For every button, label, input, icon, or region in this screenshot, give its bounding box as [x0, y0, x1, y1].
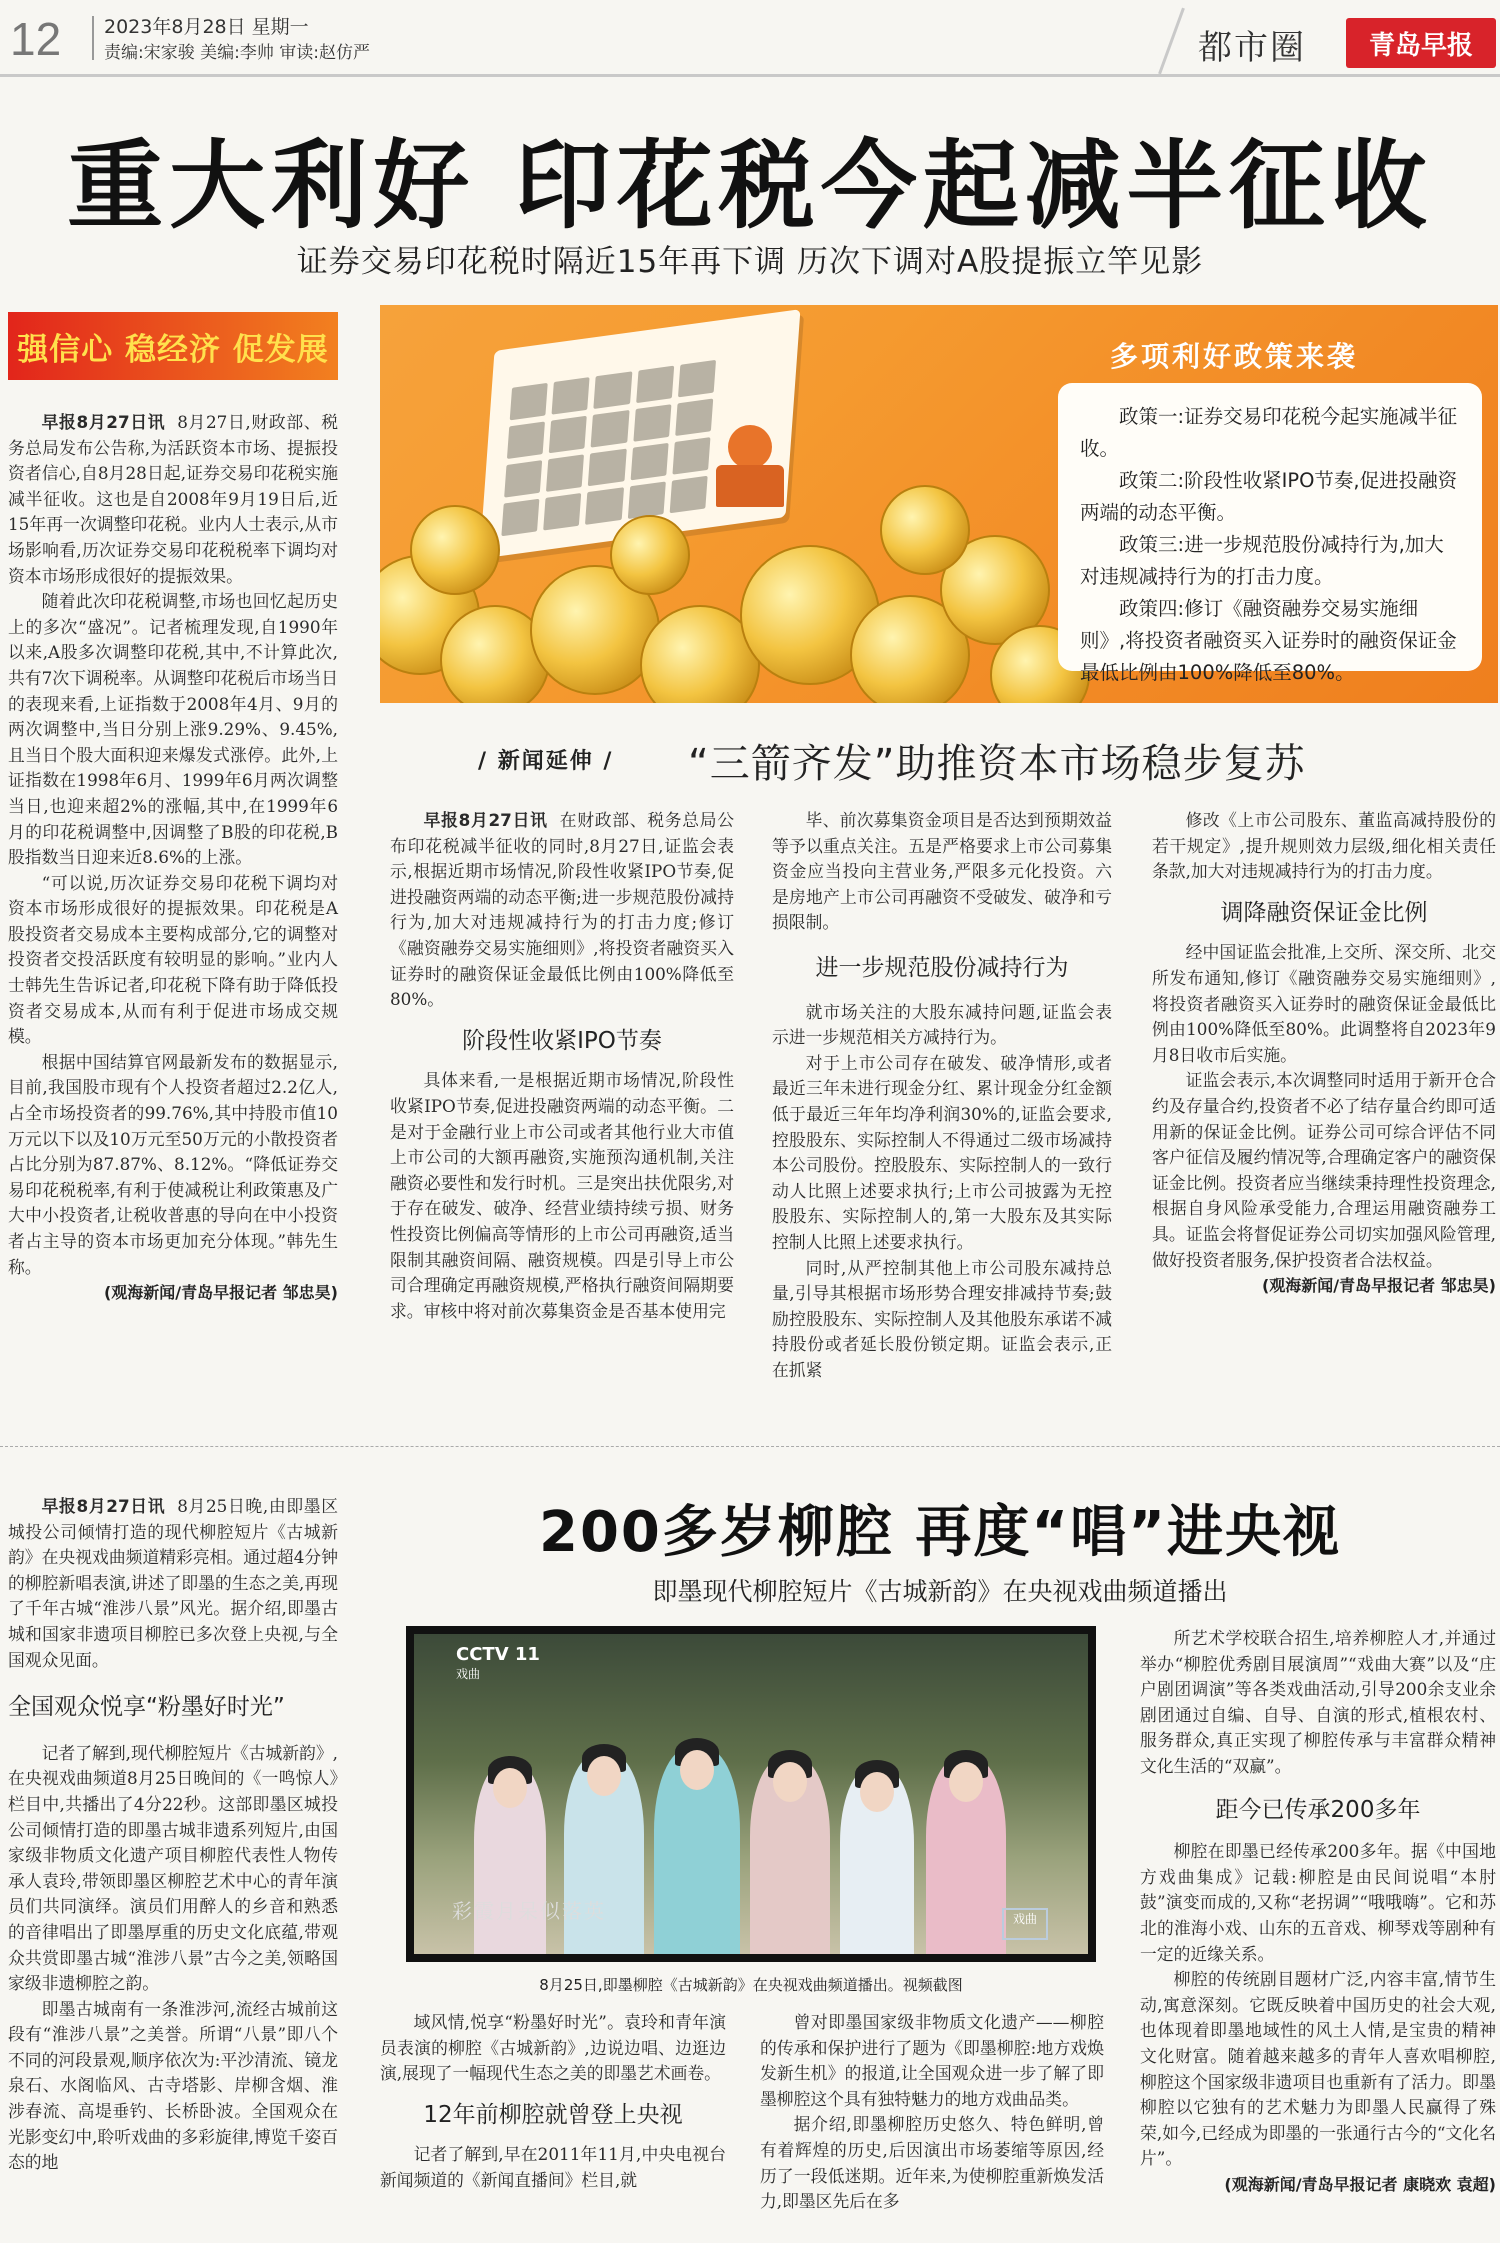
- left-story-p1: 8月27日,财政部、税务总局发布公告称,为活跃资本市场、提振投资者信心,自8月28日起,证券交易印花税实施减半征收。这也是自2008年9月19日后,近15年再一次调整印花税。业内人士表示,从市场影响看,历次证券交易印花税税率下调均对资本市场形成很好的提振效果。: [8, 412, 338, 586]
- policy-item: 政策一:证券交易印花税今起实施减半征收。: [1080, 405, 1458, 460]
- bottom-mid2-p2: 据介绍,即墨柳腔历史悠久、特色鲜明,曾有着辉煌的历史,后因演出市场萎缩等原因,经历了一段低迷期。近年来,为使柳腔重新焕发活力,即墨区先后在多: [760, 2114, 1104, 2212]
- extension-col2-p2: 对于上市公司存在破发、破净情形,或者最近三年未进行现金分红、累计现金分红金额低于最近三年年均净利润30%的,证监会要求,控股股东、实际控制人不得通过二级市场减持本公司股份。控股股东、实际控制人的一致行动人比照上述要求执行;上市公司披露为无控股股东、实际控制人的,第一大股东及其实际控制人比照上述要求执行。: [772, 1052, 1112, 1252]
- section-divider: [0, 1446, 1500, 1447]
- subtitle-200-years: 距今已传承200多年: [1215, 1796, 1421, 1823]
- bottom-left-story: [8, 1494, 338, 2176]
- bottom-right-p0: 所艺术学校联合招生,培养柳腔人才,并通过举办“柳腔优秀剧目展演周”“戏曲大赛”以及“庄户剧团调演”等各类戏曲活动,引导200余支业余剧团通过自编、自导、自演的形式,植根农村、服务群众,真正实现了柳腔传承与丰富群众精神文化生活的“双赢”。: [1140, 1628, 1496, 1776]
- bottom-mid2: [760, 2010, 1104, 2215]
- extension-col1: [390, 808, 734, 1324]
- extension-col2-p3: 同时,从严控制其他上市公司股东减持总量,引导其根据市场形势合理安排减持节奏;鼓励控股股东、实际控制人及其他股东承诺不减持股份或者延长股份锁定期。证监会表示,正在抓紧: [772, 1257, 1112, 1380]
- bottom-mid1-p2: 记者了解到,早在2011年11月,中央电视台新闻频道的《新闻直播间》栏目,就: [380, 2144, 726, 2190]
- bottom-left-p1: 8月25日晚,由即墨区城投公司倾情打造的现代柳腔短片《古城新韵》在央视戏曲频道精彩亮相。通过超4分钟的柳腔新唱表演,讲述了即墨的生态之美,再现了千年古城“淮涉八景”风光。据介绍,即墨古城和国家非遗项目柳腔已多次登上央视,与全国观众见面。: [8, 1496, 338, 1670]
- extension-col3-p2: 证监会表示,本次调整同时适用于新开仓合约及存量合约,投资者不必了结存量合约即可适用新的保证金比例。证券公司可综合评估不同客户征信及履约情况等,合理确定客户的融资保证金比例。投资者应当继续秉持理性投资理念,根据自身风险承受能力,合理运用融资融券工具。证监会将督促证券公司切实加强风险管理,做好投资者服务,保护投资者合法权益。: [1152, 1070, 1496, 1270]
- bottom-subhead: 即墨现代柳腔短片《古城新韵》在央视戏曲频道播出: [652, 1577, 1228, 1606]
- section-name: 都市圈: [1198, 28, 1306, 68]
- extension-col3: [1152, 808, 1496, 1299]
- extension-col2-p1: 就市场关注的大股东减持问题,证监会表示进一步规范相关方减持行为。: [772, 1001, 1112, 1048]
- main-headline: 重大利好 印花税今起减半征收: [67, 130, 1433, 242]
- performer: [750, 1758, 830, 1954]
- left-story-p2: 随着此次印花税调整,市场也回忆起历史上的多次“盛况”。记者梳理发现,自1990年以来,A股多次调整印花税,其中,不计算此次,共有7次下调税率。从调整印花税后市场当日的表现来看,上证指数于2008年4月、9月的两次调整中,当日分别上涨9.29%、9.45%,且当日个股大面积迎来爆发式涨停。此外,上证指数在1998年6月、1999年6月两次调整当日,也迎来超2%的涨幅,其中,在1999年6月的印花税调整中,因调整了B股的印花税,B股指数当日迎来近8.6%的上涨。: [8, 591, 338, 868]
- policy-item: 政策四:修订《融资融券交易实施细则》,将投资者融资买入证券时的融资保证金最低比例由100%降低至80%。: [1080, 597, 1457, 684]
- policy-box: [1058, 383, 1482, 684]
- left-story-p3: “可以说,历次证券交易印花税下调均对资本市场形成很好的提振效果。印花税是A股投资者交易成本主要构成部分,它的调整对投资者交投活跃度有较明显的影响。”业内人士韩先生告诉记者,印花税下降有助于降低投资者交易成本,从而有利于促进市场成交规模。: [8, 872, 338, 1047]
- extension-col2: [772, 808, 1112, 1383]
- stamp-illustration: [710, 425, 790, 515]
- subtitle-national-audience: 全国观众悦享“粉墨好时光”: [8, 1694, 285, 1721]
- issue-date: 2023年8月28日 星期一: [104, 16, 309, 38]
- bottom-mid1-p1: 域风情,悦享“粉墨好时光”。袁玲和青年演员表演的柳腔《古城新韵》,边说边唱、边逛边演,展现了一幅现代生态之美的即墨艺术画卷。: [380, 2012, 726, 2084]
- bottom-left-p2: 记者了解到,现代柳腔短片《古城新韵》,在央视戏曲频道8月25日晚间的《一鸣惊人》栏目中,共播出了4分22秒。这部即墨区城投公司倾情打造的即墨古城非遗系列短片,由国家级非物质文化遗产项目柳腔代表性人物传承人袁玲,带领即墨区柳腔艺术中心的青年演员们共同演绎。演员们用醉人的乡音和熟悉的音律唱出了即墨厚重的历史文化底蕴,带观众共赏即墨古城“淮涉八景”古今之美,领略国家级非遗柳腔之韵。: [8, 1742, 338, 1994]
- subtitle-12-years-ago: 12年前柳腔就曾登上央视: [423, 2101, 683, 2128]
- left-story-byline: (观海新闻/青岛早报记者 邹忠昊): [103, 1283, 338, 1303]
- extension-lead: 早报8月27日讯: [423, 810, 548, 830]
- bottom-mid1: [380, 2010, 726, 2194]
- header-slash: [1158, 8, 1185, 75]
- left-story: [8, 410, 338, 1306]
- left-story-p4: 根据中国结算官网最新发布的数据显示,目前,我国股市现有个人投资者超过2.2亿人,占全市场投资者的99.76%,其中持股市值10万元以下以及10万元至50万元的小散投资者占比分别为87.87%、8.12%。“降低证券交易印花税税率,有利于使减税让利政策惠及广大中小投资者,让税收普惠的导向在中小投资者占主导的资本市场更加充分体现。”韩先生称。: [8, 1051, 338, 1277]
- editors-line: 责编:宋家骏 美编:李帅 审读:赵仿严: [104, 43, 370, 63]
- subtitle-reduce-holdings: 进一步规范股份减持行为: [815, 954, 1069, 981]
- newspaper-logo: 青岛早报: [1346, 18, 1496, 68]
- bottom-right-p1: 柳腔在即墨已经传承200多年。据《中国地方戏曲集成》记载:柳腔是由民间说唱“本肘鼓”演变而成的,又称“老拐调”“哦哦嗨”。它和苏北的淮海小戏、山东的五音戏、柳琴戏等剧种有一定的近缘关系。: [1140, 1841, 1496, 1964]
- bottom-lead: 早报8月27日讯: [41, 1496, 166, 1516]
- policy-item: 政策二:阶段性收紧IPO节奏,促进投融资两端的动态平衡。: [1080, 469, 1458, 524]
- extension-byline: (观海新闻/青岛早报记者 邹忠昊): [1261, 1276, 1496, 1296]
- video-screenshot: [406, 1626, 1096, 1962]
- performer: [926, 1758, 1006, 1954]
- bottom-right-p2: 柳腔的传统剧目题材广泛,内容丰富,情节生动,寓意深刻。它既反映着中国历史的社会大观,也体现着即墨地域性的风土人情,是宝贵的精神文化财富。随着越来越多的青年人喜欢唱柳腔,柳腔这个国家级非遗项目也重新有了活力。即墨柳腔以它独有的艺术魅力为即墨人民赢得了殊荣,如今,已经成为即墨的一张通行古今的“文化名片”。: [1140, 1969, 1496, 2169]
- bottom-mid2-p1: 曾对即墨国家级非物质文化遗产——柳腔的传承和保护进行了题为《即墨柳腔:地方戏焕发新生机》的报道,让全国观众进一步了解了即墨柳腔这个具有独特魅力的地方戏曲品类。: [760, 2012, 1104, 2109]
- subtitle-margin-ratio: 调降融资保证金比例: [1220, 899, 1428, 926]
- extension-title: “三箭齐发”助推资本市场稳步复苏: [688, 741, 1306, 787]
- performer: [654, 1748, 740, 1954]
- left-story-lead: 早报8月27日讯: [41, 412, 166, 432]
- bottom-byline: (观海新闻/青岛早报记者 康晓欢 袁超): [1224, 2174, 1496, 2194]
- performer: [474, 1764, 546, 1954]
- cctv-logo: CCTV 11 戏曲: [456, 1644, 540, 1681]
- main-subhead: 证券交易印花税时隔近15年再下调 历次下调对A股提振立竿见影: [296, 244, 1204, 280]
- policy-title: 多项利好政策来袭: [1110, 340, 1359, 373]
- bottom-headline: 200多岁柳腔 再度“唱”进央视: [539, 1500, 1341, 1565]
- performer: [564, 1754, 644, 1954]
- policy-graphic: [380, 305, 1498, 703]
- extension-col1-p2: 具体来看,一是根据近期市场情况,阶段性收紧IPO节奏,促进投融资两端的动态平衡。二是对于金融行业上市公司或者其他行业大市值上市公司的大额再融资,实施预沟通机制,关注融资必要性和发行时机。三是突出扶优限劣,对于存在破发、破净、经营业绩持续亏损、财务性投资比例偏高等情形的上市公司再融资,适当限制其融资间隔、融资规模。四是引导上市公司合理确定再融资规模,严格执行融资间隔期要求。审核中将对前次募集资金是否基本使用完: [390, 1070, 734, 1321]
- performer: [840, 1768, 914, 1954]
- header-divider: [92, 16, 94, 60]
- bottom-left-p3: 即墨古城南有一条淮涉河,流经古城前这段有“淮涉八景”之美誉。所谓“八景”即八个不同的河段景观,顺序依次为:平沙清流、镜龙泉石、水阁临风、古寺塔影、岸柳含烟、淮涉春流、高堤垂钓、长桥卧波。全国观众在光影变幻中,聆听戏曲的多彩旋律,博览千姿百态的地: [8, 1998, 338, 2173]
- policy-item: 政策三:进一步规范股份减持行为,加大对违规减持行为的打击力度。: [1080, 533, 1444, 588]
- photo-caption: 8月25日,即墨柳腔《古城新韵》在央视戏曲频道播出。视频截图: [539, 1976, 963, 1994]
- campaign-banner: 强信心 稳经济 促发展: [8, 312, 338, 380]
- subtitle-ipo: 阶段性收紧IPO节奏: [462, 1027, 662, 1054]
- subtitle-overlay: 彩霞月呆似落英: [452, 1899, 606, 1923]
- header-rule: [0, 74, 1500, 77]
- extension-col2-p0: 毕、前次募集资金项目是否达到预期效益等予以重点关注。五是严格要求上市公司募集资金应当投向主营业务,严限多元化投资。六是房地产上市公司再融资不受破发、破净和亏损限制。: [772, 810, 1112, 933]
- page-number: 12: [10, 13, 62, 65]
- channel-corner-logo: 戏曲: [1002, 1908, 1048, 1940]
- extension-col3-p0: 修改《上市公司股东、董监高减持股份的若干规定》,提升规则效力层级,细化相关责任条款,加大对违规减持行为的打击力度。: [1152, 810, 1496, 882]
- extension-col3-p1: 经中国证监会批准,上交所、深交所、北交所发布通知,修订《融资融券交易实施细则》,将投资者融资买入证券时的融资保证金最低比例由100%降低至80%。此调整将自2023年9月8日收市后实施。: [1152, 942, 1496, 1065]
- extension-col1-p1: 在财政部、税务总局公布印花税减半征收的同时,8月27日,证监会表示,根据近期市场情况,阶段性收紧IPO节奏,促进投融资两端的动态平衡;进一步规范股份减持行为,加大对违规减持行为的打击力度;修订《融资融券交易实施细则》,将投资者融资买入证券时的融资保证金最低比例由100%降低至80%。: [390, 810, 735, 1010]
- extension-tag: / 新闻延伸 /: [478, 749, 614, 774]
- bottom-right: [1140, 1626, 1496, 2197]
